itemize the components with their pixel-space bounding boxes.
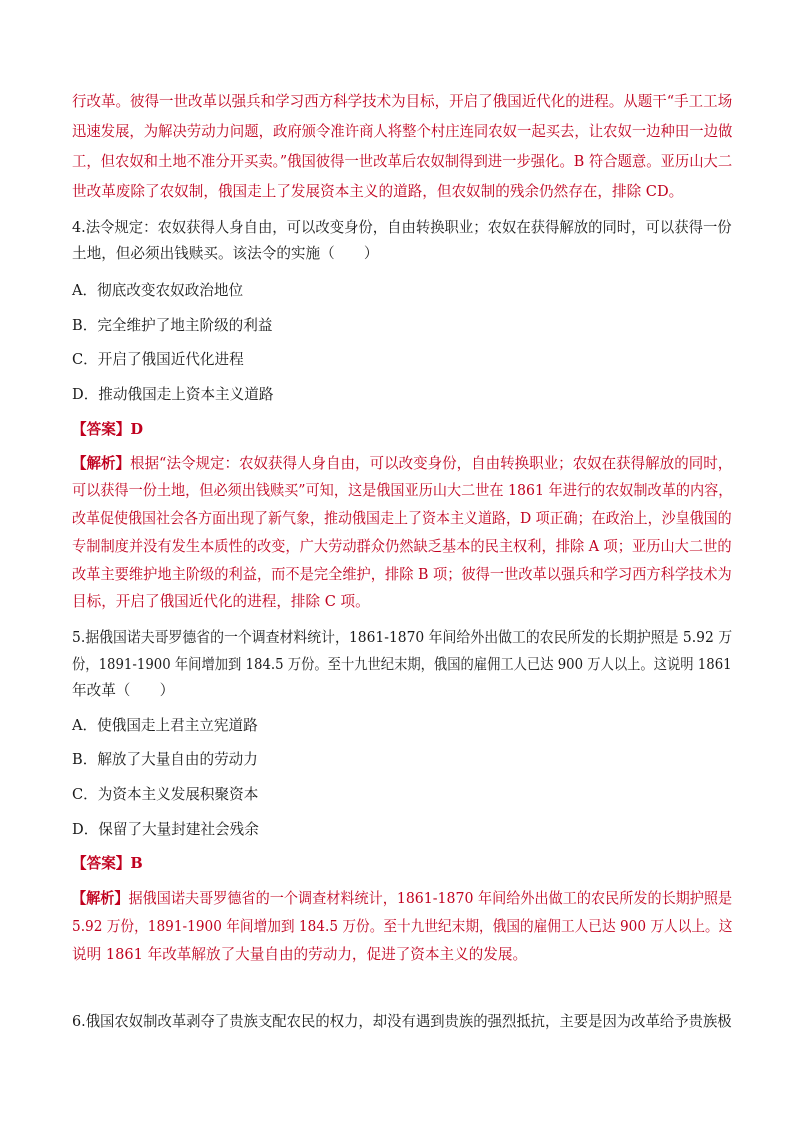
option-b: B．解放了大量自由的劳动力 [72, 751, 258, 768]
answer-row [72, 854, 143, 874]
option-d: D．保留了大量封建社会残余 [72, 821, 259, 838]
analysis-line: 可以获得一份土地，但必须出钱赎买”可知，这是俄国亚历山大二世在 1861 年进行的农奴制改革的内容， [72, 482, 733, 499]
answer-value: B [130, 855, 143, 872]
answer-row [72, 420, 143, 440]
intro-line: 行改革。彼得一世改革以强兵和学习西方科学技术为目标，开启了俄国近代化的进程。从题干“手工工场 [72, 93, 733, 110]
analysis-label: 【解析】 [72, 455, 131, 472]
intro-line: 工，但农奴和土地不准分开买卖。”俄国彼得一世改革后农奴制得到进一步强化。B 符合题意。亚历山大二 [72, 153, 733, 170]
analysis-text: 根据“法令规定：农奴获得人身自由，可以改变身份，自由转换职业；农奴在获得解放的同时， [130, 455, 733, 472]
option-d: D．推动俄国走上资本主义道路 [72, 386, 274, 403]
question-stem-line: 4.法令规定：农奴获得人身自由，可以改变身份，自由转换职业；农奴在获得解放的同时，可以获得一份 [72, 219, 732, 236]
analysis-text: 据俄国诺夫哥罗德省的一个调查材料统计，1861-1870 年间给外出做工的农民所发的长期护照是 [128, 890, 733, 907]
answer-label: 【答案】 [72, 421, 131, 438]
question-stem-line: 土地，但必须出钱赎买。该法令的实施（ ） [72, 245, 379, 262]
question-stem-line: 份，1891-1900 年间增加到 184.5 万份。至十九世纪末期，俄国的雇佣工人已达 900 万人以上。这说明 1861 [72, 656, 732, 673]
answer-label: 【答案】 [72, 855, 131, 872]
intro-line: 迅速发展，为解决劳动力问题，政府颁令准许商人将整个村庄连同农奴一起买去，让农奴一边种田一边做 [72, 123, 733, 140]
option-a: A．彻底改变农奴政治地位 [72, 282, 244, 299]
analysis-line: 目标，开启了俄国近代化的进程，排除 C 项。 [72, 593, 370, 610]
analysis-line: 5.92 万份，1891-1900 年间增加到 184.5 万份。至十九世纪末期，俄国的雇佣工人已达 900 万人以上。这 [72, 918, 733, 935]
option-c: C．为资本主义发展积聚资本 [72, 786, 259, 803]
option-b: B．完全维护了地主阶级的利益 [72, 317, 273, 334]
question-stem-line: 6.俄国农奴制改革剥夺了贵族支配农民的权力，却没有遇到贵族的强烈抵抗，主要是因为改革给予贵族极 [72, 1013, 732, 1030]
intro-line: 世改革废除了农奴制，俄国走上了发展资本主义的道路，但农奴制的残余仍然存在，排除 CD。 [72, 183, 684, 200]
analysis-label: 【解析】 [72, 890, 129, 907]
analysis-line [72, 889, 732, 909]
analysis-line: 改革主要维护地主阶级的利益，而不是完全维护，排除 B 项；彼得一世改革以强兵和学习西方科学技术为 [72, 566, 732, 583]
analysis-line [72, 454, 732, 474]
question-stem-line: 年改革（ ） [72, 682, 175, 699]
analysis-line: 改革促使俄国社会各方面出现了新气象，推动俄国走上了资本主义道路，D 项正确；在政治上，沙皇俄国的 [72, 510, 732, 527]
option-a: A．使俄国走上君主立宪道路 [72, 717, 258, 734]
question-stem-line: 5.据俄国诺夫哥罗德省的一个调查材料统计，1861-1870 年间给外出做工的农民所发的长期护照是 5.92 万 [72, 629, 733, 646]
analysis-line: 专制制度并没有发生本质性的改变，广大劳动群众仍然缺乏基本的民主权利，排除 A 项；亚历山大二世的 [72, 538, 732, 555]
analysis-line: 说明 1861 年改革解放了大量自由的劳动力，促进了资本主义的发展。 [72, 946, 528, 963]
option-c: C．开启了俄国近代化进程 [72, 351, 244, 368]
answer-value: D [130, 421, 144, 438]
